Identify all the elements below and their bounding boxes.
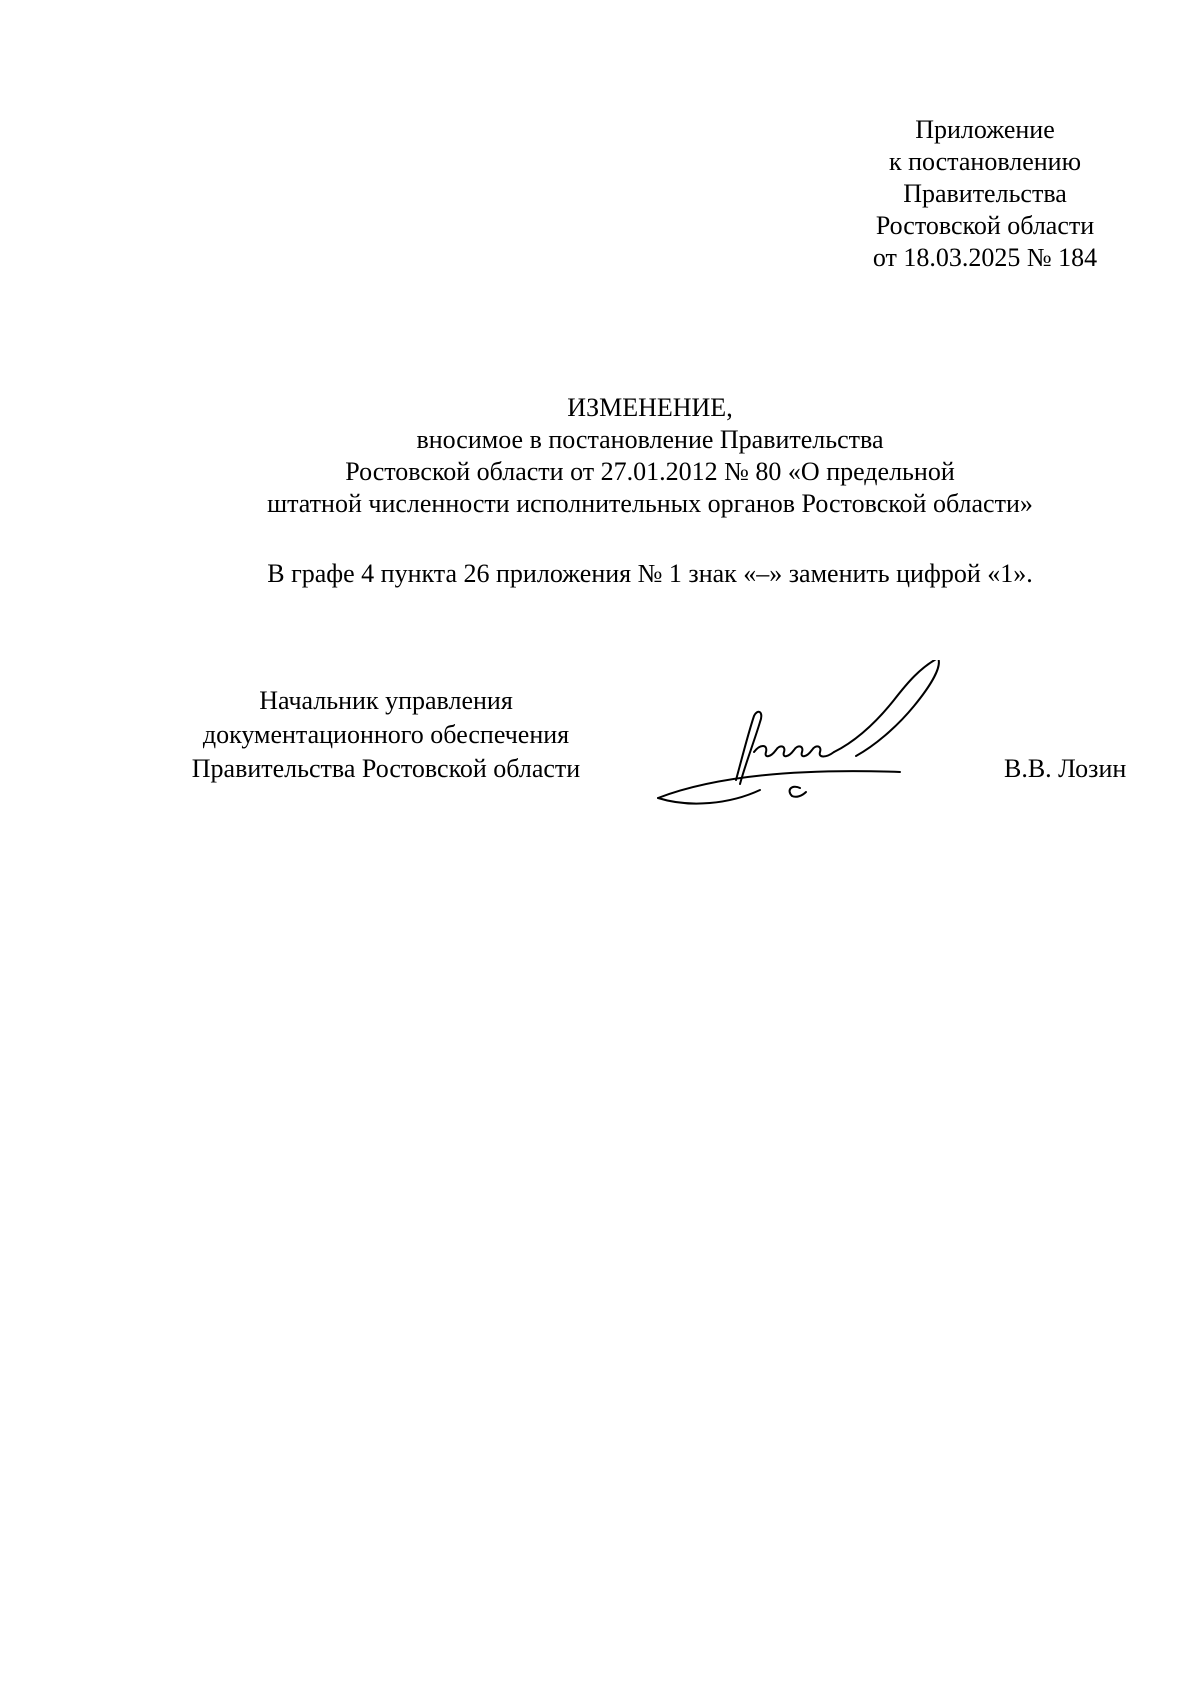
document-subtitle-line: Ростовской области от 27.01.2012 № 80 «О предельной: [345, 457, 955, 486]
appendix-date-number: от 18.03.2025 № 184: [872, 243, 1098, 272]
handwritten-signature: [650, 660, 990, 810]
appendix-line: Ростовской области: [875, 211, 1095, 240]
appendix-line: Правительства: [903, 179, 1067, 208]
document-subtitle-line: вносимое в постановление Правительства: [416, 425, 884, 454]
document-title: [180, 392, 1120, 520]
signer-position: [166, 684, 606, 786]
appendix-header: [850, 114, 1120, 274]
signer-name: В.В. Лозин: [1004, 754, 1127, 783]
amendment-text: В графе 4 пункта 26 приложения № 1 знак «–» заменить цифрой «1».: [267, 559, 1033, 588]
appendix-line: Приложение: [915, 115, 1055, 144]
appendix-line: к постановлению: [888, 147, 1082, 176]
signer-position-line: Начальник управления: [259, 686, 513, 715]
document-heading: ИЗМЕНЕНИЕ,: [567, 393, 733, 422]
signer-position-line: Правительства Ростовской области: [191, 754, 581, 783]
document-subtitle-line: штатной численности исполнительных органов Ростовской области»: [267, 489, 1033, 518]
signer-position-line: документационного обеспечения: [202, 720, 570, 749]
